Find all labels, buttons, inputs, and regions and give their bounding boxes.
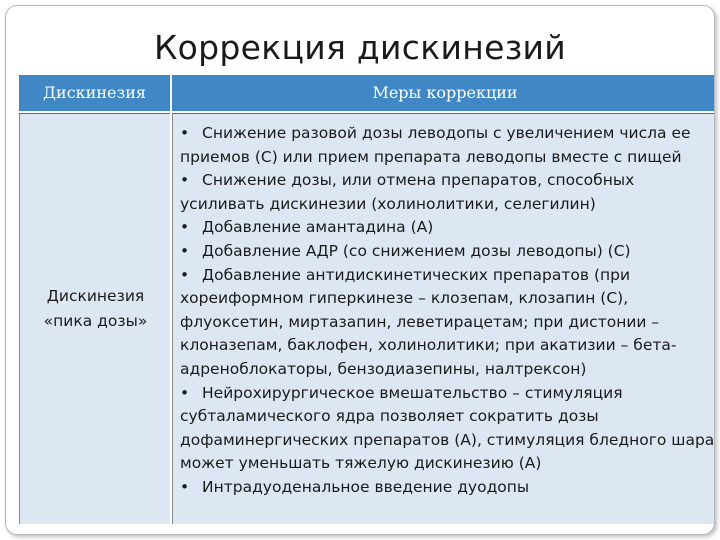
measure-item (180, 264, 715, 382)
table-row (19, 113, 715, 524)
measure-item (180, 476, 715, 500)
header-label: Меры коррекции (372, 83, 518, 102)
measures-cell (172, 114, 715, 524)
measure-text: Нейрохирургическое вмешательство – стимуляция субталамического ядра позволяет сократить дозы дофаминергических препаратов (А), стимуляция бледного шара может уменьшать тяжелую дискинезию (А) (180, 383, 715, 473)
measure-text: Интрадуоденальное введение дуодопы (202, 477, 530, 496)
bullet-icon: • (180, 265, 190, 284)
measure-text: Добавление антидискинетических препаратов (при хореиформном гиперкинезе – клозепам, клозапин (С), флуоксетин, миртазапин, леветирацетам; при дистонии – клоназепам, баклофен, холинолитики; при акатизии – бета-адреноблокаторы, бензодиазепины, налтрексон) (180, 265, 677, 378)
correction-table (19, 75, 715, 523)
measure-text: Добавление амантадина (А) (202, 218, 434, 237)
header-cell-measures (172, 75, 715, 111)
header-label: Дискинезия (43, 83, 146, 102)
dyskinesia-type (20, 284, 171, 334)
measure-item (180, 169, 715, 216)
measure-item (180, 216, 715, 240)
measures-list (180, 122, 715, 500)
measure-text: Добавление АДР (со снижением дозы леводопы) (С) (202, 241, 631, 260)
dyskinesia-cell (19, 114, 171, 524)
dyskinesia-line: «пика дозы» (43, 312, 148, 330)
measure-item (180, 240, 715, 264)
measure-text: Снижение разовой дозы леводопы с увеличением числа ее приемов (С) или прием препарата леводопы вместе с пищей (180, 124, 691, 166)
bullet-icon: • (180, 477, 190, 496)
slide-title: Коррекция дискинезий (153, 28, 567, 67)
bullet-icon: • (180, 218, 190, 237)
measure-item (180, 382, 715, 476)
slide (5, 5, 715, 535)
measure-item (180, 122, 715, 169)
bullet-icon: • (180, 124, 190, 142)
bullet-icon: • (180, 241, 190, 260)
bullet-icon: • (180, 383, 190, 402)
measure-text: Снижение дозы, или отмена препаратов, способных усиливать дискинезии (холинолитики, селегилин) (180, 171, 635, 213)
header-cell-dyskinesia (19, 75, 170, 111)
column-divider (170, 113, 172, 523)
bullet-icon: • (180, 171, 190, 190)
dyskinesia-line: Дискинезия (46, 287, 145, 305)
